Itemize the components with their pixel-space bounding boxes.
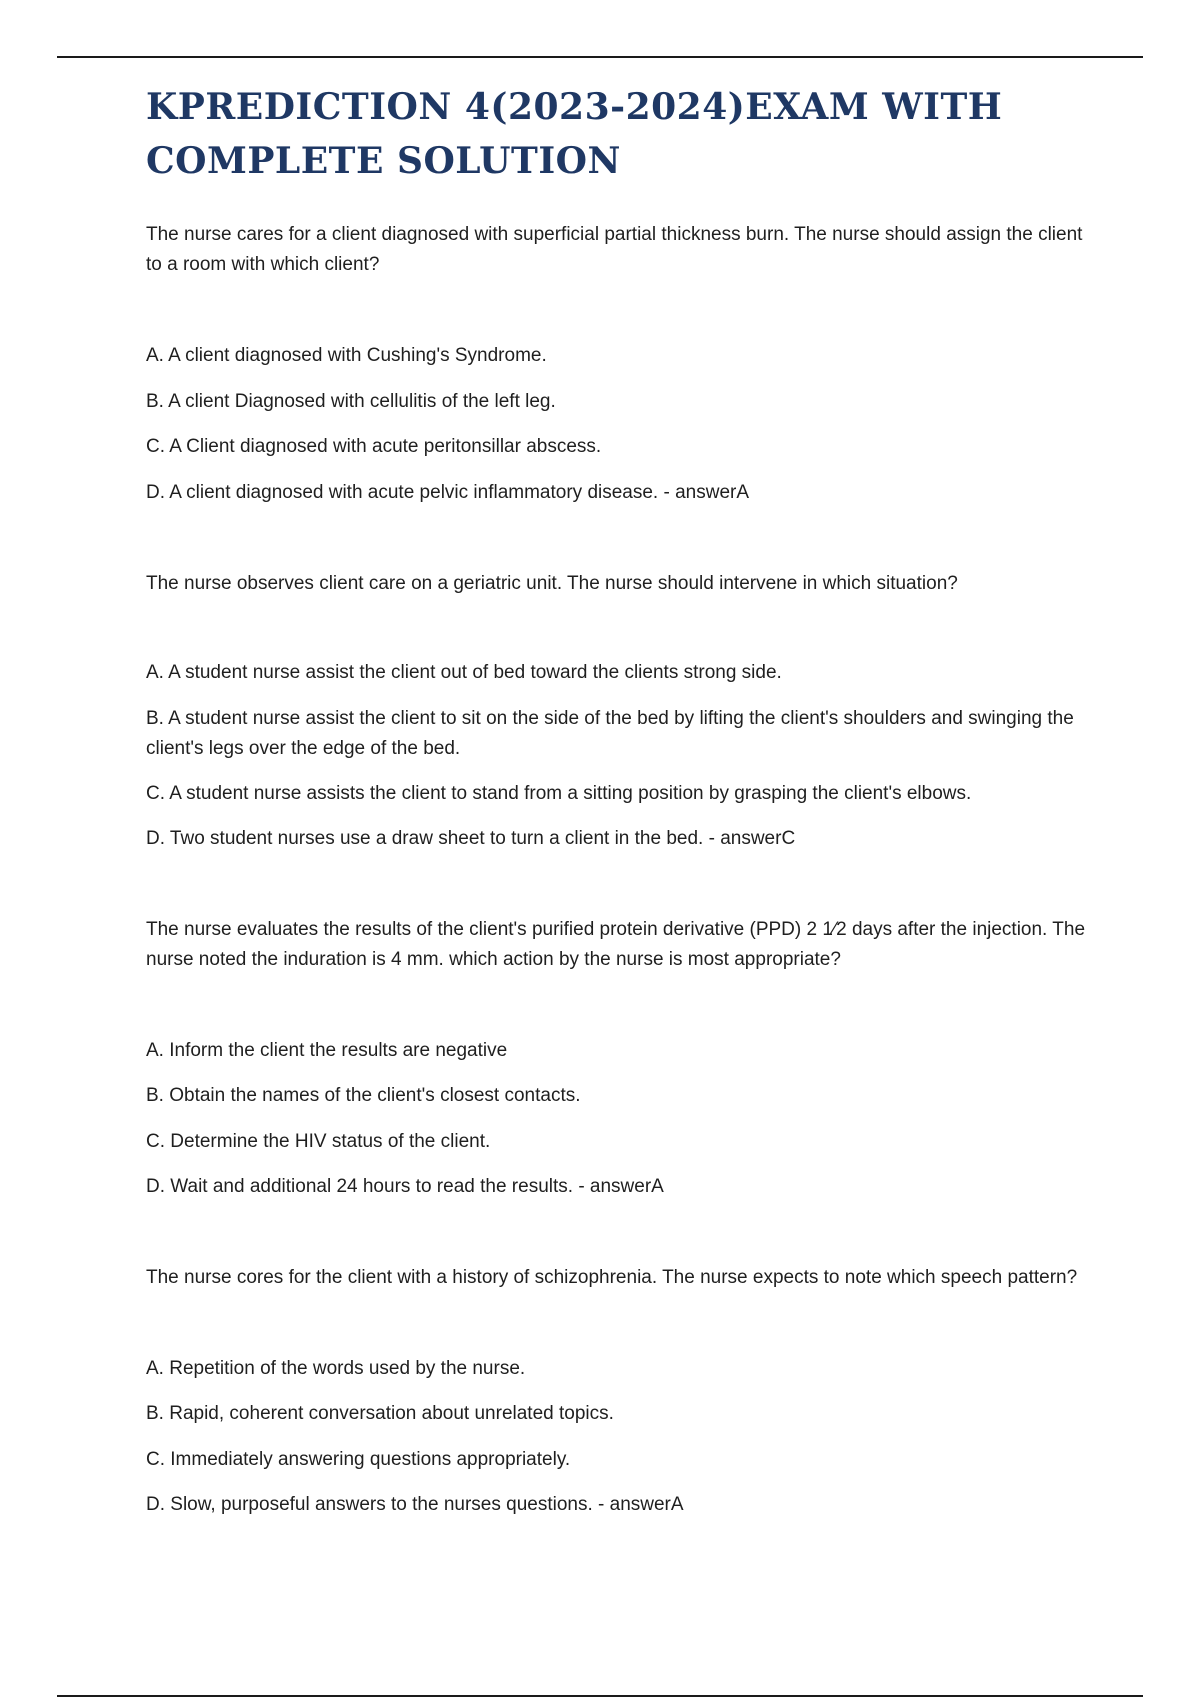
options-list	[146, 341, 1086, 508]
option-d: D. A client diagnosed with acute pelvic inflammatory disease. - answerA	[146, 482, 750, 503]
options-list	[146, 1354, 1086, 1520]
option-b: B. A client Diagnosed with cellulitis of the left leg.	[146, 391, 556, 412]
options-list	[146, 1036, 1086, 1202]
question-stem: The nurse observes client care on a geriatric unit. The nurse should intervene in which situation?	[146, 573, 958, 594]
option-a: A. Repetition of the words used by the nurse.	[146, 1358, 526, 1379]
option-a: A. Inform the client the results are negative	[146, 1040, 508, 1061]
question-stem: The nurse cares for a client diagnosed with superficial partial thickness burn. The nurse should assign the client to a room with which client?	[146, 224, 1083, 275]
option-b: B. Rapid, coherent conversation about unrelated topics.	[146, 1403, 614, 1424]
option-c: C. A student nurse assists the client to stand from a sitting position by grasping the client's elbows.	[146, 783, 972, 804]
document-body	[146, 80, 1086, 1520]
option-b: B. Obtain the names of the client's closest contacts.	[146, 1085, 581, 1106]
option-b: B. A student nurse assist the client to sit on the side of the bed by lifting the client's shoulders and swinging the client's legs over the edge of the bed.	[146, 708, 1074, 759]
question-block	[146, 915, 1086, 1202]
question-block	[146, 1263, 1086, 1520]
option-d: D. Slow, purposeful answers to the nurses questions. - answerA	[146, 1494, 684, 1515]
question-stem: The nurse cores for the client with a history of schizophrenia. The nurse expects to note which speech pattern?	[146, 1267, 1078, 1288]
question-block	[146, 569, 1086, 854]
option-a: A. A client diagnosed with Cushing's Syndrome.	[146, 345, 547, 366]
option-a: A. A student nurse assist the client out of bed toward the clients strong side.	[146, 662, 782, 683]
options-list	[146, 658, 1086, 854]
question-stem: The nurse evaluates the results of the client's purified protein derivative (PPD) 2 1⁄2 days after the injection. The nurse noted the induration is 4 mm. which action by the nurse is most appropriate?	[146, 919, 1086, 970]
option-d: D. Wait and additional 24 hours to read the results. - answerA	[146, 1176, 664, 1197]
question-block	[146, 220, 1086, 508]
bottom-rule	[57, 1695, 1143, 1697]
option-d: D. Two student nurses use a draw sheet to turn a client in the bed. - answerC	[146, 828, 796, 849]
option-c: C. Determine the HIV status of the client.	[146, 1131, 491, 1152]
option-c: C. A Client diagnosed with acute peritonsillar abscess.	[146, 436, 602, 457]
document-title: KPREDICTION 4(2023-2024)EXAM WITH COMPLETE SOLUTION	[146, 86, 1003, 182]
option-c: C. Immediately answering questions appropriately.	[146, 1449, 571, 1470]
top-rule	[57, 56, 1143, 58]
